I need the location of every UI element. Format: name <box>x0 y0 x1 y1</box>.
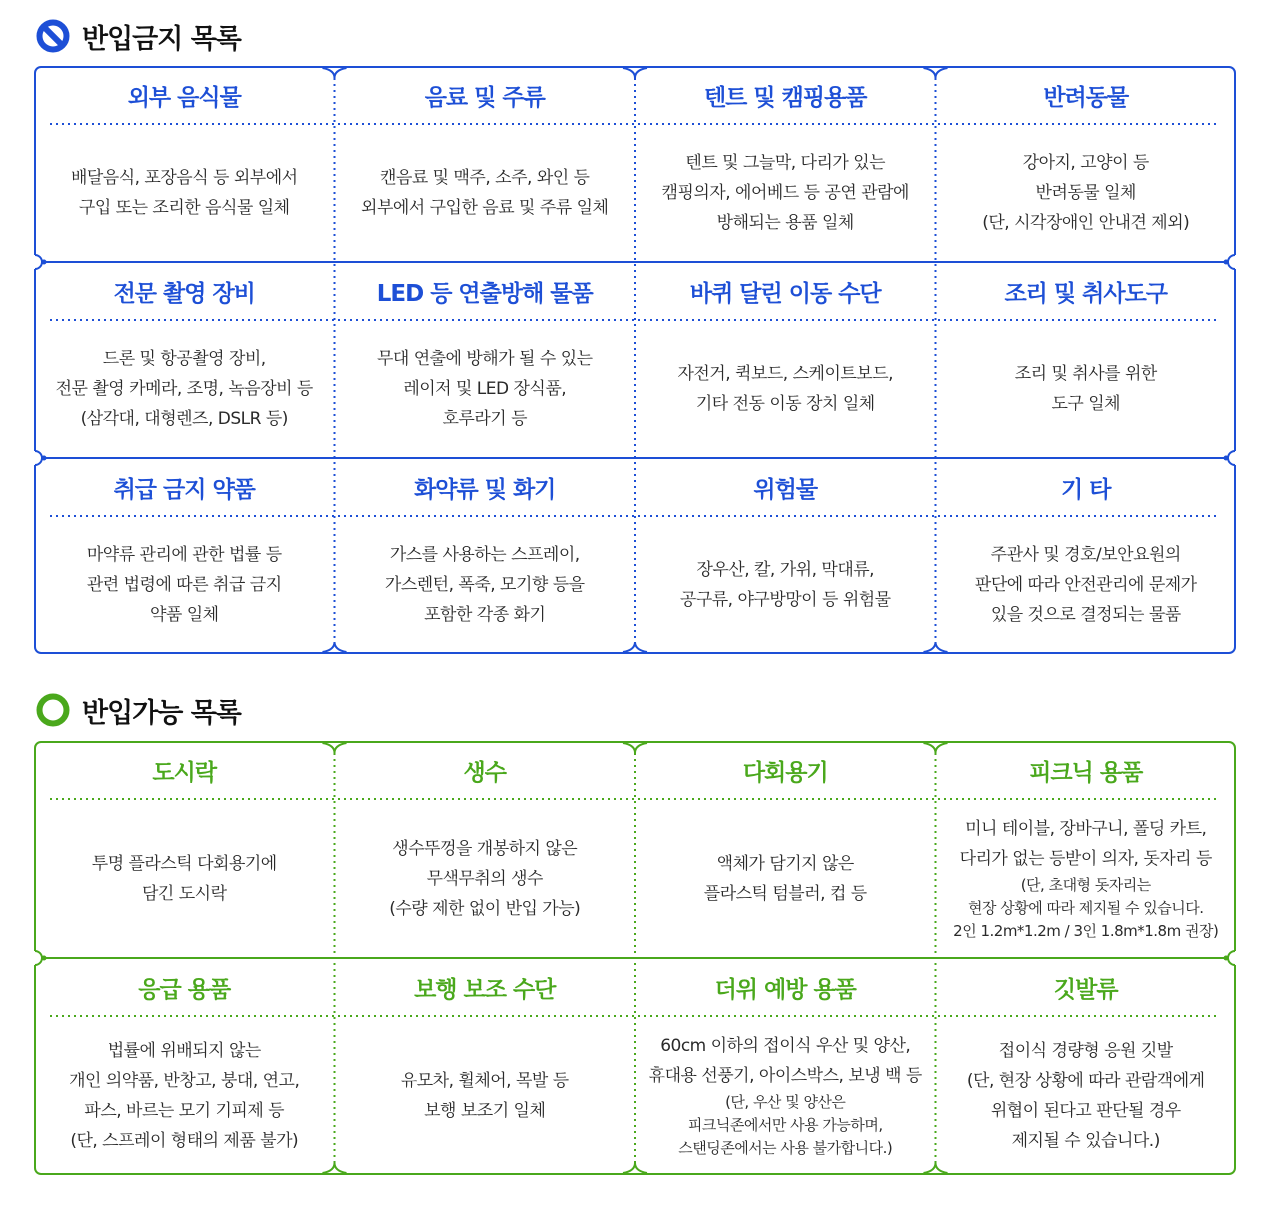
description-line: 담긴 도시락 <box>141 883 227 904</box>
item-description <box>936 320 1237 458</box>
description-line: 액체가 담기지 않은 <box>716 853 854 874</box>
description-line: 강아지, 고양이 등 <box>1022 153 1149 173</box>
item-title: LED 등 연출방해 물품 <box>376 280 593 307</box>
item-title: 깃발류 <box>1053 976 1118 1003</box>
note-line: 현장 상황에 따라 제지될 수 있습니다. <box>968 899 1204 917</box>
item-cell <box>335 458 636 654</box>
item-title: 음료 및 주류 <box>424 84 545 111</box>
item-cell <box>335 66 636 262</box>
item-description <box>335 124 636 262</box>
description-line: 제지될 수 있습니다.) <box>1011 1130 1160 1151</box>
description-line: 판단에 따라 안전관리에 문제가 <box>974 575 1197 595</box>
item-description <box>936 1016 1237 1175</box>
item-description <box>635 516 936 654</box>
item-title: 보행 보조 수단 <box>414 976 556 1003</box>
description-line: 법률에 위배되지 않는 <box>107 1040 261 1061</box>
item-cell <box>34 66 335 262</box>
item-cell <box>635 262 936 458</box>
description-line: (삼각대, 대형렌즈, DSLR 등) <box>80 409 288 429</box>
prohibited-items-table <box>34 66 1236 655</box>
description-line: 자전거, 퀵보드, 스케이트보드, <box>677 364 894 384</box>
item-description <box>635 320 936 458</box>
item-cell <box>936 66 1237 262</box>
item-description <box>635 1016 936 1175</box>
note-line: (단, 우산 및 양산은 <box>725 1093 846 1111</box>
description-line: 주관사 및 경호/보안요원의 <box>990 545 1181 565</box>
description-line: 전문 촬영 카메라, 조명, 녹음장비 등 <box>55 379 313 399</box>
item-description <box>936 799 1237 958</box>
description-line: 장우산, 칼, 가위, 막대류, <box>696 560 875 580</box>
item-cell <box>34 458 335 654</box>
note-line: 피크닉존에서만 사용 가능하며, <box>687 1116 883 1134</box>
no-entry-icon <box>36 19 70 53</box>
item-title: 더위 예방 용품 <box>714 976 856 1003</box>
item-cell <box>936 741 1237 958</box>
description-line: 외부에서 구입한 음료 및 주류 일체 <box>361 198 609 218</box>
description-line: 공구류, 야구방망이 등 위험물 <box>679 590 891 610</box>
item-cell <box>936 262 1237 458</box>
item-title: 피크닉 용품 <box>1029 759 1143 786</box>
item-description <box>936 516 1237 654</box>
description-line: 파스, 바르는 모기 기피제 등 <box>84 1100 285 1121</box>
item-title: 외부 음식물 <box>127 84 241 111</box>
item-title: 응급 용품 <box>138 976 231 1003</box>
item-cell <box>635 458 936 654</box>
description-line: 60cm 이하의 접이식 우산 및 양산, <box>660 1036 911 1056</box>
item-cell <box>635 741 936 958</box>
description-line: 다리가 없는 등받이 의자, 돗자리 등 <box>959 849 1212 869</box>
item-title: 취급 금지 약품 <box>113 476 255 503</box>
item-description <box>335 1016 636 1175</box>
description-line: 포함한 각종 화기 <box>424 605 546 625</box>
item-description <box>335 320 636 458</box>
item-title: 도시락 <box>152 759 217 786</box>
item-cell <box>34 262 335 458</box>
item-description <box>335 516 636 654</box>
allowed-title: 반입가능 목록 <box>82 697 241 729</box>
description-line: 개인 의약품, 반창고, 붕대, 연고, <box>69 1070 300 1091</box>
description-line: (수량 제한 없이 반입 가능) <box>389 898 581 919</box>
description-line: 있을 것으로 결정되는 물품 <box>990 605 1181 625</box>
item-cell <box>34 741 335 958</box>
description-line: (단, 시각장애인 안내견 제외) <box>982 213 1190 233</box>
description-line: 레이저 및 LED 장식품, <box>403 379 567 399</box>
item-title: 위험물 <box>753 476 818 503</box>
item-title: 반려동물 <box>1043 84 1129 111</box>
description-line: 가스를 사용하는 스프레이, <box>389 545 580 565</box>
item-title: 다회용기 <box>742 759 828 786</box>
prohibited-title: 반입금지 목록 <box>82 23 241 55</box>
allowed-section-header <box>36 690 241 730</box>
item-cell <box>936 458 1237 654</box>
item-title: 기 타 <box>1061 476 1111 503</box>
description-line: 구입 또는 조리한 음식물 일체 <box>78 198 290 218</box>
item-cell <box>335 741 636 958</box>
item-title: 화약류 및 화기 <box>414 476 556 503</box>
ring-icon <box>36 693 70 727</box>
description-line: 플라스틱 텀블러, 컵 등 <box>703 883 867 904</box>
description-line: (단, 스프레이 형태의 제품 불가) <box>70 1130 299 1151</box>
item-cell <box>936 958 1237 1175</box>
item-description <box>34 516 335 654</box>
description-line: 도구 일체 <box>1051 394 1121 414</box>
item-cell <box>335 262 636 458</box>
description-line: 캠핑의자, 에어베드 등 공연 관람에 <box>661 183 909 203</box>
item-title: 조리 및 취사도구 <box>1004 280 1168 307</box>
item-title: 텐트 및 캠핑용품 <box>703 84 867 111</box>
description-line: 마약류 관리에 관한 법률 등 <box>86 545 282 565</box>
description-line: 약품 일체 <box>149 605 219 625</box>
description-line: 조리 및 취사를 위한 <box>1014 364 1157 384</box>
description-line: 무대 연출에 방해가 될 수 있는 <box>376 349 593 369</box>
item-title: 전문 촬영 장비 <box>113 280 255 307</box>
description-line: 기타 전동 이동 장치 일체 <box>695 394 875 414</box>
item-description <box>34 1016 335 1175</box>
item-cell <box>635 66 936 262</box>
prohibited-section-header <box>36 16 241 56</box>
item-description <box>34 124 335 262</box>
item-description <box>34 320 335 458</box>
item-cell <box>635 958 936 1175</box>
note-line: 스탠딩존에서는 사용 불가합니다.) <box>678 1139 893 1157</box>
item-cell <box>34 958 335 1175</box>
description-line: (단, 현장 상황에 따라 관람객에게 <box>966 1070 1205 1091</box>
description-line: 휴대용 선풍기, 아이스박스, 보냉 백 등 <box>648 1066 922 1086</box>
description-line: 유모차, 휠체어, 목발 등 <box>400 1070 569 1091</box>
description-line: 미니 테이블, 장바구니, 폴딩 카트, <box>965 819 1207 839</box>
description-line: 보행 보조기 일체 <box>424 1100 546 1121</box>
description-line: 가스렌턴, 폭죽, 모기향 등을 <box>384 575 585 595</box>
item-description <box>635 124 936 262</box>
description-line: 배달음식, 포장음식 등 외부에서 <box>70 168 298 188</box>
item-description <box>936 124 1237 262</box>
description-line: 투명 플라스틱 다회용기에 <box>91 853 277 874</box>
description-line: 무색무취의 생수 <box>426 868 543 889</box>
item-title: 바퀴 달린 이동 수단 <box>689 280 881 307</box>
item-description <box>635 799 936 958</box>
item-description <box>335 799 636 958</box>
description-line: 텐트 및 그늘막, 다리가 있는 <box>685 153 886 173</box>
item-cell <box>335 958 636 1175</box>
item-title: 생수 <box>463 759 506 786</box>
description-line: 생수뚜껑을 개봉하지 않은 <box>392 838 578 859</box>
description-line: 위협이 된다고 판단될 경우 <box>990 1100 1181 1121</box>
description-line: 접이식 경량형 응원 깃발 <box>998 1040 1173 1061</box>
description-line: 호루라기 등 <box>442 409 527 429</box>
description-line: 캔음료 및 맥주, 소주, 와인 등 <box>380 168 590 188</box>
description-line: 반려동물 일체 <box>1035 183 1136 203</box>
description-line: 관련 법령에 따른 취급 금지 <box>86 575 282 595</box>
allowed-items-table <box>34 741 1236 1175</box>
description-line: 드론 및 항공촬영 장비, <box>102 349 266 369</box>
note-line: (단, 초대형 돗자리는 <box>1020 876 1151 894</box>
item-description <box>34 799 335 958</box>
description-line: 방해되는 용품 일체 <box>716 213 854 233</box>
note-line: 2인 1.2m*1.2m / 3인 1.8m*1.8m 권장) <box>953 922 1219 940</box>
